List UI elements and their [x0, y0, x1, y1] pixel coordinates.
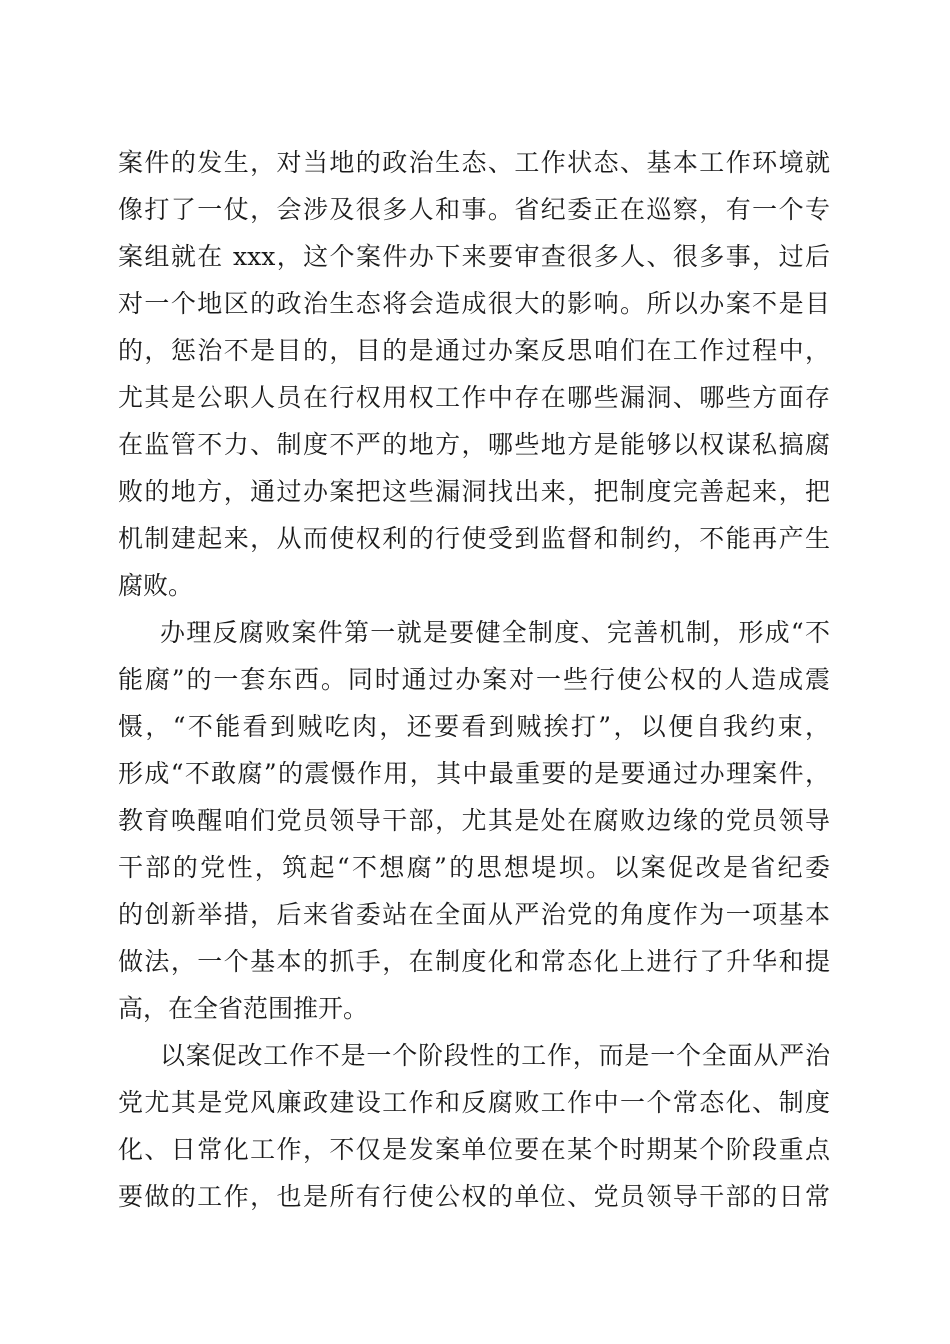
text-line: 干部的党性，筑起“不想腐”的思想堤坝。以案促改是省纪委	[118, 853, 830, 882]
text-line: 形成“不敢腐”的震慑作用，其中最重要的是要通过办理案件，	[118, 759, 830, 788]
text-line: 机制建起来，从而使权利的行使受到监督和制约，不能再产生	[118, 524, 830, 553]
text-line: 对一个地区的政治生态将会造成很大的影响。所以办案不是目	[118, 289, 830, 318]
text-line: 化、日常化工作，不仅是发案单位要在某个时期某个阶段重点	[118, 1135, 830, 1164]
text-line: 在监管不力、制度不严的地方，哪些地方是能够以权谋私搞腐	[118, 430, 830, 459]
paragraph-2	[118, 613, 830, 1029]
text-line: 案件的发生，对当地的政治生态、工作状态、基本工作环境就	[118, 148, 830, 177]
document-body	[118, 143, 830, 1224]
text-line: 慑，“不能看到贼吃肉，还要看到贼挨打”，以便自我约束，	[118, 712, 830, 741]
text-line: 像打了一仗，会涉及很多人和事。省纪委正在巡察，有一个专	[118, 195, 830, 224]
text-line: 要做的工作，也是所有行使公权的单位、党员领导干部的日常	[118, 1182, 830, 1211]
text-line: 的创新举措，后来省委站在全面从严治党的角度作为一项基本	[118, 900, 830, 929]
text-line: 案组就在 xxx，这个案件办下来要审查很多人、很多事，过后	[118, 242, 830, 271]
paragraph-1	[118, 143, 830, 606]
text-line: 教育唤醒咱们党员领导干部，尤其是处在腐败边缘的党员领导	[118, 806, 830, 835]
text-line: 办理反腐败案件第一就是要健全制度、完善机制，形成“不	[160, 618, 830, 647]
text-line: 以案促改工作不是一个阶段性的工作，而是一个全面从严治	[160, 1041, 830, 1070]
text-line: 做法，一个基本的抓手，在制度化和常态化上进行了升华和提	[118, 947, 830, 976]
text-line: 尤其是公职人员在行权用权工作中存在哪些漏洞、哪些方面存	[118, 383, 830, 412]
text-line: 高，在全省范围推开。	[118, 994, 369, 1023]
text-line: 的，惩治不是目的，目的是通过办案反思咱们在工作过程中，	[118, 336, 830, 365]
text-line: 腐败。	[118, 571, 194, 600]
text-line: 能腐”的一套东西。同时通过办案对一些行使公权的人造成震	[118, 665, 830, 694]
text-line: 党尤其是党风廉政建设工作和反腐败工作中一个常态化、制度	[118, 1088, 830, 1117]
text-line: 败的地方，通过办案把这些漏洞找出来，把制度完善起来，把	[118, 477, 830, 506]
paragraph-3	[118, 1036, 830, 1217]
